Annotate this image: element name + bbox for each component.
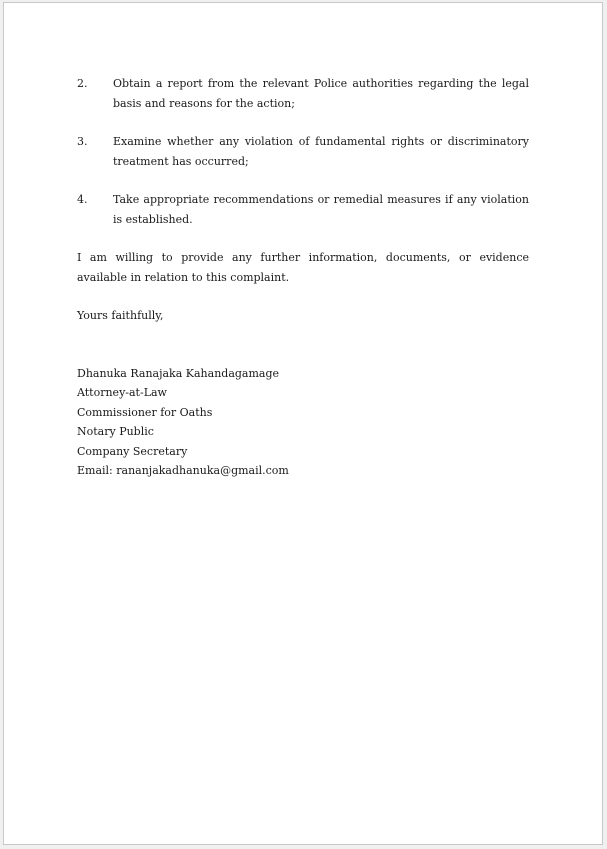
list-item	[77, 190, 529, 229]
signature-block	[77, 364, 529, 481]
list-item-number: 3.	[77, 135, 88, 148]
closing-paragraph: I am willing to provide any further information, documents, or evidence available in relation to this complaint.	[77, 251, 529, 284]
signatory-email: Email: rananjakadhanuka@gmail.com	[77, 464, 289, 477]
list-item-text: Examine whether any violation of fundamental rights or discriminatory treatment has occurred;	[113, 135, 529, 168]
signatory-title: Attorney-at-Law	[77, 386, 167, 399]
document-page	[3, 2, 603, 845]
list-item	[77, 132, 529, 171]
list-item-text: Obtain a report from the relevant Police authorities regarding the legal basis and reasons for the action;	[113, 77, 529, 110]
list-item-number: 4.	[77, 193, 88, 206]
signatory-name: Dhanuka Ranajaka Kahandagamage	[77, 366, 280, 380]
signatory-title: Commissioner for Oaths	[77, 405, 213, 419]
signatory-title: Notary Public	[77, 425, 154, 438]
list-item	[77, 74, 529, 113]
document-body	[77, 74, 529, 481]
signatory-title: Company Secretary	[77, 444, 188, 458]
closing-salutation: Yours faithfully,	[77, 309, 164, 322]
list-item-text: Take appropriate recommendations or remedial measures if any violation is established.	[113, 193, 529, 226]
list-item-number: 2.	[77, 77, 88, 90]
